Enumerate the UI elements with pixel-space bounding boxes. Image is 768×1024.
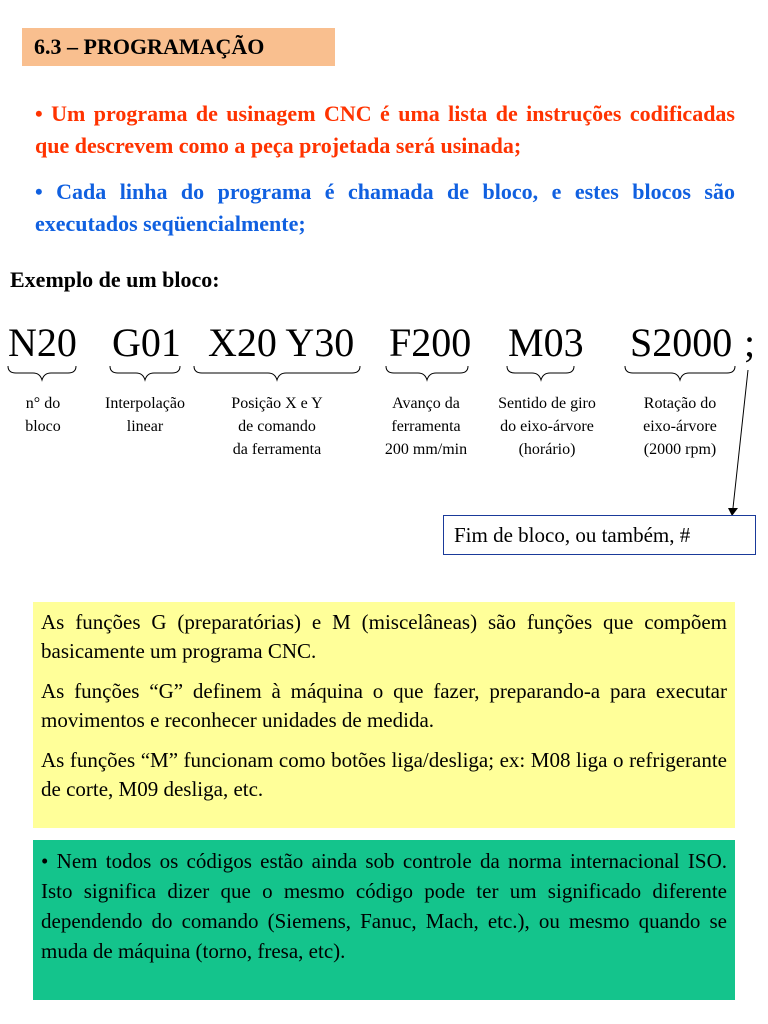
g-m-functions-box bbox=[33, 602, 735, 828]
code-f200: F200 bbox=[389, 320, 472, 365]
code-m03: M03 bbox=[508, 320, 584, 365]
iso-note-text: • Nem todos os códigos estão ainda sob controle da norma internacional ISO. Isto significa dizer que o mesmo código pode ter um significado diferente dependendo do comando (Siemens, Fanuc, Mach, etc.), ou mesmo quando se muda de máquina (torno, fresa, etc). bbox=[41, 849, 727, 963]
iso-note-box bbox=[33, 840, 735, 1000]
m-functions-paragraph: As funções “M” funcionam como botões liga/desliga; ex: M08 liga o refrigerante de corte, M09 desliga, etc. bbox=[41, 748, 727, 801]
g-m-intro-paragraph: As funções G (preparatórias) e M (miscelâneas) são funções que compõem basicamente um programa CNC. bbox=[41, 610, 727, 663]
desc-xy: Posição X e Y de comando da ferramenta bbox=[231, 395, 323, 458]
code-s2000: S2000 bbox=[630, 320, 733, 365]
desc-g01: Interpolação linear bbox=[105, 395, 185, 435]
g-functions-paragraph: As funções “G” definem à máquina o que fazer, preparando-a para executar movimentos e reconhecer unidades de medida. bbox=[41, 679, 727, 732]
example-heading: Exemplo de um bloco: bbox=[10, 267, 220, 292]
brace-m03 bbox=[507, 366, 574, 380]
desc-m03: Sentido de giro do eixo-árvore (horário) bbox=[498, 395, 596, 458]
desc-s2000: Rotação do eixo-árvore (2000 rpm) bbox=[643, 395, 717, 458]
end-of-block-label: Fim de bloco, ou também, # bbox=[443, 515, 756, 555]
desc-f200: Avanço da ferramenta 200 mm/min bbox=[384, 395, 468, 458]
code-end-semicolon: ; bbox=[744, 320, 756, 365]
section-title: 6.3 – PROGRAMAÇÃO bbox=[22, 28, 335, 66]
code-x20-y30: X20 Y30 bbox=[208, 320, 355, 365]
brace-xy bbox=[194, 366, 360, 380]
code-g01: G01 bbox=[112, 320, 181, 365]
code-n20: N20 bbox=[8, 320, 77, 365]
brace-f200 bbox=[386, 366, 468, 380]
brace-g01 bbox=[110, 366, 180, 380]
brace-n20 bbox=[8, 366, 76, 380]
bullet-cnc-program: • Um programa de usinagem CNC é uma lista de instruções codificadas que descrevem como a peça projetada será usinada; bbox=[35, 101, 735, 158]
desc-n20: n° do bloco bbox=[25, 395, 61, 435]
bullet-block-definition: • Cada linha do programa é chamada de bloco, e estes blocos são executados seqüencialmente; bbox=[35, 179, 735, 236]
brace-s2000 bbox=[625, 366, 735, 380]
